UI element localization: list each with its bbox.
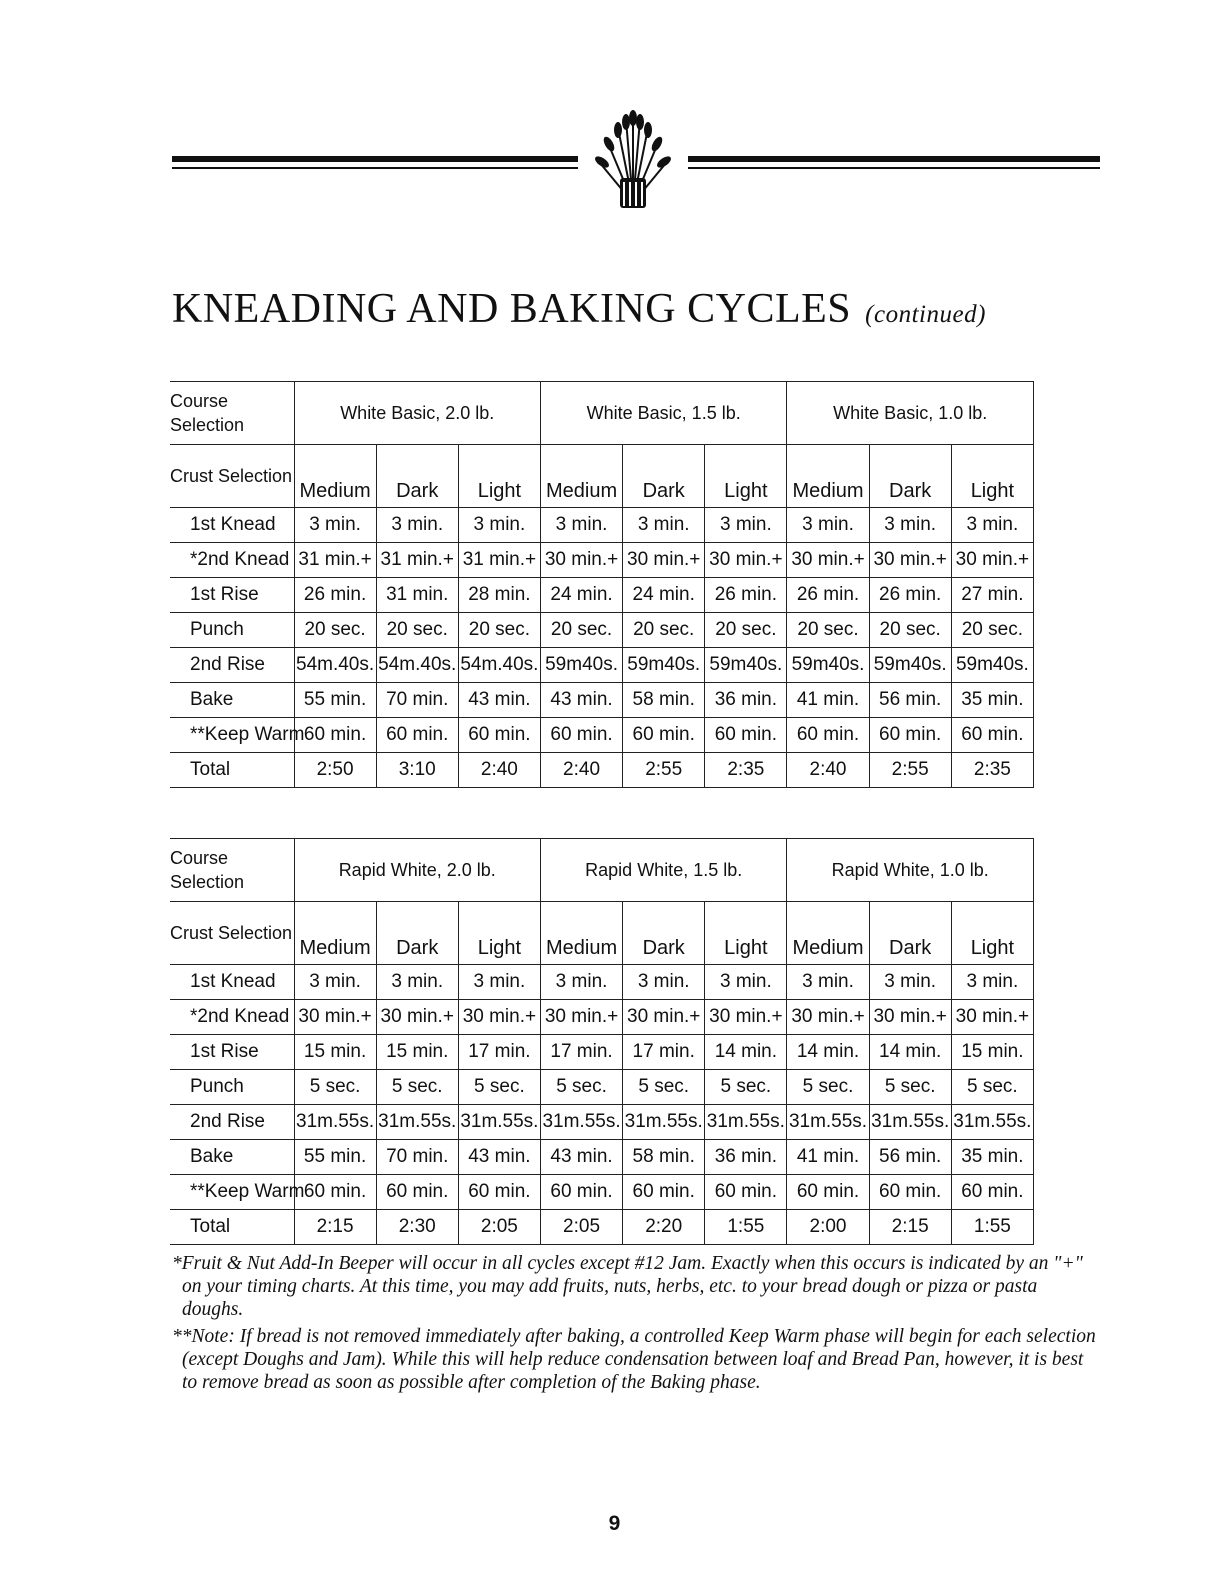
table-cell: 30 min.+	[623, 1000, 705, 1035]
table-cell: 3 min.	[623, 965, 705, 1000]
row-label: Punch	[170, 1070, 294, 1105]
title-text: KNEADING AND BAKING CYCLES	[172, 286, 852, 332]
crust-header: Dark	[623, 445, 705, 508]
table-row	[170, 753, 1034, 788]
table-cell: 20 sec.	[787, 613, 869, 648]
crust-header: Dark	[869, 445, 951, 508]
table-cell: 20 sec.	[951, 613, 1033, 648]
table-cell: 60 min.	[787, 718, 869, 753]
crust-header: Dark	[376, 902, 458, 965]
table-row	[170, 683, 1034, 718]
table-cell: 3 min.	[705, 508, 787, 543]
row-label: Punch	[170, 613, 294, 648]
crust-selection-row	[170, 902, 1034, 965]
table-cell: 3:10	[376, 753, 458, 788]
table-cell: 5 sec.	[869, 1070, 951, 1105]
table-cell: 20 sec.	[623, 613, 705, 648]
table-cell: 26 min.	[787, 578, 869, 613]
table-cell: 3 min.	[951, 508, 1033, 543]
table-cell: 5 sec.	[951, 1070, 1033, 1105]
table-cell: 31m.55s.	[623, 1105, 705, 1140]
table-cell: 59m40s.	[787, 648, 869, 683]
table-cell: 31m.55s.	[458, 1105, 540, 1140]
table-row	[170, 1070, 1034, 1105]
table-cell: 5 sec.	[376, 1070, 458, 1105]
table-row	[170, 508, 1034, 543]
table-cell: 5 sec.	[294, 1070, 376, 1105]
table-cell: 2:20	[623, 1210, 705, 1245]
table-cell: 70 min.	[376, 1140, 458, 1175]
crust-header: Medium	[540, 445, 622, 508]
table-cell: 3 min.	[869, 508, 951, 543]
crust-selection-label: Crust Selection	[170, 902, 294, 965]
table-cell: 60 min.	[705, 718, 787, 753]
table-cell: 5 sec.	[623, 1070, 705, 1105]
table-cell: 5 sec.	[705, 1070, 787, 1105]
table-cell: 28 min.	[458, 578, 540, 613]
table-cell: 58 min.	[623, 683, 705, 718]
table-cell: 59m40s.	[623, 648, 705, 683]
crust-header: Dark	[376, 445, 458, 508]
table-cell: 36 min.	[705, 683, 787, 718]
row-label: Total	[170, 1210, 294, 1245]
crust-header: Light	[458, 902, 540, 965]
table-cell: 30 min.+	[623, 543, 705, 578]
table-cell: 31m.55s.	[540, 1105, 622, 1140]
row-label: 1st Knead	[170, 965, 294, 1000]
table-cell: 43 min.	[458, 683, 540, 718]
table-cell: 2:05	[458, 1210, 540, 1245]
table-cell: 14 min.	[869, 1035, 951, 1070]
table-cell: 30 min.+	[869, 543, 951, 578]
table-cell: 3 min.	[376, 508, 458, 543]
table-cell: 3 min.	[869, 965, 951, 1000]
table-row	[170, 1105, 1034, 1140]
table-cell: 54m.40s.	[294, 648, 376, 683]
row-label: **Keep Warm	[170, 1175, 294, 1210]
table-cell: 3 min.	[458, 965, 540, 1000]
page-title	[172, 285, 986, 333]
table-cell: 54m.40s.	[458, 648, 540, 683]
table-cell: 55 min.	[294, 683, 376, 718]
row-label: Total	[170, 753, 294, 788]
table-cell: 30 min.+	[787, 543, 869, 578]
table-cell: 15 min.	[376, 1035, 458, 1070]
table-row	[170, 1140, 1034, 1175]
course-selection-label: Course Selection	[170, 839, 294, 902]
row-label: 2nd Rise	[170, 1105, 294, 1140]
row-label: 1st Knead	[170, 508, 294, 543]
table-cell: 56 min.	[869, 683, 951, 718]
table-row	[170, 718, 1034, 753]
group-header: Rapid White, 1.0 lb.	[787, 839, 1034, 902]
table-cell: 43 min.	[540, 683, 622, 718]
table-cell: 2:50	[294, 753, 376, 788]
table-cell: 43 min.	[458, 1140, 540, 1175]
row-label: 1st Rise	[170, 1035, 294, 1070]
table-cell: 30 min.+	[540, 543, 622, 578]
table-cell: 3 min.	[458, 508, 540, 543]
table-cell: 70 min.	[376, 683, 458, 718]
table-cell: 60 min.	[951, 718, 1033, 753]
course-selection-row	[170, 382, 1034, 445]
table-cell: 54m.40s.	[376, 648, 458, 683]
table-cell: 31m.55s.	[705, 1105, 787, 1140]
table-cell: 3 min.	[787, 508, 869, 543]
table-cell: 56 min.	[869, 1140, 951, 1175]
table-cell: 60 min.	[787, 1175, 869, 1210]
crust-selection-row	[170, 445, 1034, 508]
table-cell: 58 min.	[623, 1140, 705, 1175]
table-cell: 60 min.	[458, 1175, 540, 1210]
table-cell: 30 min.+	[376, 1000, 458, 1035]
table-cell: 1:55	[951, 1210, 1033, 1245]
table-cell: 31 min.+	[376, 543, 458, 578]
table-cell: 26 min.	[294, 578, 376, 613]
table-cell: 59m40s.	[705, 648, 787, 683]
table-cell: 2:55	[869, 753, 951, 788]
row-label: **Keep Warm	[170, 718, 294, 753]
crust-header: Medium	[540, 902, 622, 965]
table-cell: 60 min.	[623, 1175, 705, 1210]
course-selection-row	[170, 839, 1034, 902]
table-cell: 3 min.	[705, 965, 787, 1000]
row-label: *2nd Knead	[170, 1000, 294, 1035]
table-cell: 5 sec.	[787, 1070, 869, 1105]
table-cell: 30 min.+	[869, 1000, 951, 1035]
table-cell: 30 min.+	[294, 1000, 376, 1035]
row-label: *2nd Knead	[170, 543, 294, 578]
table-cell: 1:55	[705, 1210, 787, 1245]
footnote-keep-warm: **Note: If bread is not removed immediately after baking, a controlled Keep Warm phase will begin for each selection (except Doughs and Jam). While this will help reduce condensation between loaf and Bread Pan, however, it is best to remove bread as soon as possible after completion of the Baking phase.	[172, 1326, 1096, 1393]
table-cell: 30 min.+	[705, 1000, 787, 1035]
table-cell: 60 min.	[540, 718, 622, 753]
table-row	[170, 1000, 1034, 1035]
table-cell: 3 min.	[787, 965, 869, 1000]
table-cell: 60 min.	[540, 1175, 622, 1210]
crust-header: Light	[951, 902, 1033, 965]
table-cell: 55 min.	[294, 1140, 376, 1175]
table-cell: 2:15	[294, 1210, 376, 1245]
table-cell: 2:35	[951, 753, 1033, 788]
table-cell: 26 min.	[705, 578, 787, 613]
table-cell: 2:40	[787, 753, 869, 788]
page-number: 9	[608, 1512, 621, 1535]
table-cell: 17 min.	[458, 1035, 540, 1070]
table-cell: 35 min.	[951, 683, 1033, 718]
table-cell: 2:40	[458, 753, 540, 788]
table-cell: 26 min.	[869, 578, 951, 613]
title-subtitle: (continued)	[865, 301, 986, 328]
table-cell: 60 min.	[376, 718, 458, 753]
table-cell: 60 min.	[376, 1175, 458, 1210]
crust-header: Dark	[623, 902, 705, 965]
table-row	[170, 578, 1034, 613]
table-cell: 17 min.	[623, 1035, 705, 1070]
table-cell: 31m.55s.	[376, 1105, 458, 1140]
crust-header: Light	[705, 445, 787, 508]
table-cell: 2:30	[376, 1210, 458, 1245]
table-cell: 43 min.	[540, 1140, 622, 1175]
table-cell: 60 min.	[294, 1175, 376, 1210]
table-cell: 3 min.	[376, 965, 458, 1000]
table-cell: 60 min.	[705, 1175, 787, 1210]
table-cell: 5 sec.	[540, 1070, 622, 1105]
table-cell: 24 min.	[623, 578, 705, 613]
crust-header: Medium	[787, 445, 869, 508]
table-cell: 5 sec.	[458, 1070, 540, 1105]
group-header: White Basic, 1.5 lb.	[540, 382, 786, 445]
table-cell: 31 min.+	[294, 543, 376, 578]
table-cell: 3 min.	[623, 508, 705, 543]
footnote-add-in-beeper: *Fruit & Nut Add-In Beeper will occur in all cycles except #12 Jam. Exactly when this occurs is indicated by an "+" on your timing charts. At this time, you may add fruits, nuts, herbs, etc. to your bread dough or pizza or pasta doughs.	[172, 1253, 1083, 1320]
table-cell: 59m40s.	[540, 648, 622, 683]
rapid-white-cycle-table	[170, 838, 1034, 1245]
table-cell: 31 min.+	[458, 543, 540, 578]
row-label: Bake	[170, 683, 294, 718]
group-header: Rapid White, 1.5 lb.	[540, 839, 786, 902]
row-label: 1st Rise	[170, 578, 294, 613]
table-cell: 59m40s.	[951, 648, 1033, 683]
table-cell: 30 min.+	[951, 543, 1033, 578]
group-header: White Basic, 1.0 lb.	[787, 382, 1034, 445]
table-cell: 2:00	[787, 1210, 869, 1245]
table-cell: 2:40	[540, 753, 622, 788]
crust-header: Medium	[294, 445, 376, 508]
table-cell: 31m.55s.	[951, 1105, 1033, 1140]
table-cell: 60 min.	[951, 1175, 1033, 1210]
table-cell: 20 sec.	[540, 613, 622, 648]
table-cell: 3 min.	[540, 965, 622, 1000]
table-cell: 30 min.+	[951, 1000, 1033, 1035]
table-cell: 3 min.	[294, 965, 376, 1000]
table-cell: 30 min.+	[540, 1000, 622, 1035]
table-cell: 3 min.	[951, 965, 1033, 1000]
table-row	[170, 1035, 1034, 1070]
table-cell: 31 min.	[376, 578, 458, 613]
wheat-sheaf-icon	[578, 108, 688, 218]
table-cell: 31m.55s.	[787, 1105, 869, 1140]
crust-header: Medium	[787, 902, 869, 965]
table-cell: 20 sec.	[705, 613, 787, 648]
table-row	[170, 613, 1034, 648]
crust-header: Light	[705, 902, 787, 965]
table-cell: 41 min.	[787, 683, 869, 718]
table-cell: 24 min.	[540, 578, 622, 613]
table-cell: 14 min.	[705, 1035, 787, 1070]
table-row	[170, 543, 1034, 578]
table-row	[170, 1175, 1034, 1210]
table-cell: 31m.55s.	[869, 1105, 951, 1140]
table-cell: 3 min.	[294, 508, 376, 543]
table-row	[170, 1210, 1034, 1245]
table-cell: 60 min.	[294, 718, 376, 753]
table-cell: 20 sec.	[458, 613, 540, 648]
table-cell: 3 min.	[540, 508, 622, 543]
crust-header: Light	[458, 445, 540, 508]
table-cell: 35 min.	[951, 1140, 1033, 1175]
table-cell: 59m40s.	[869, 648, 951, 683]
table-cell: 60 min.	[869, 1175, 951, 1210]
row-label: Bake	[170, 1140, 294, 1175]
table-cell: 20 sec.	[376, 613, 458, 648]
table-cell: 31m.55s.	[294, 1105, 376, 1140]
table-cell: 2:35	[705, 753, 787, 788]
table-cell: 2:55	[623, 753, 705, 788]
crust-header: Dark	[869, 902, 951, 965]
row-label: 2nd Rise	[170, 648, 294, 683]
table-cell: 20 sec.	[869, 613, 951, 648]
table-row	[170, 965, 1034, 1000]
table-cell: 60 min.	[458, 718, 540, 753]
course-selection-label: Course Selection	[170, 382, 294, 445]
table-cell: 30 min.+	[705, 543, 787, 578]
crust-header: Medium	[294, 902, 376, 965]
table-cell: 15 min.	[951, 1035, 1033, 1070]
crust-selection-label: Crust Selection	[170, 445, 294, 508]
footnotes	[172, 1252, 1102, 1398]
table-cell: 60 min.	[869, 718, 951, 753]
table-cell: 30 min.+	[787, 1000, 869, 1035]
table-cell: 2:05	[540, 1210, 622, 1245]
table-cell: 60 min.	[623, 718, 705, 753]
table-cell: 27 min.	[951, 578, 1033, 613]
table-cell: 20 sec.	[294, 613, 376, 648]
table-cell: 36 min.	[705, 1140, 787, 1175]
group-header: Rapid White, 2.0 lb.	[294, 839, 540, 902]
table-cell: 30 min.+	[458, 1000, 540, 1035]
table-cell: 15 min.	[294, 1035, 376, 1070]
crust-header: Light	[951, 445, 1033, 508]
group-header: White Basic, 2.0 lb.	[294, 382, 540, 445]
table-cell: 2:15	[869, 1210, 951, 1245]
table-cell: 41 min.	[787, 1140, 869, 1175]
white-basic-cycle-table	[170, 381, 1034, 788]
table-row	[170, 648, 1034, 683]
table-cell: 17 min.	[540, 1035, 622, 1070]
table-cell: 14 min.	[787, 1035, 869, 1070]
